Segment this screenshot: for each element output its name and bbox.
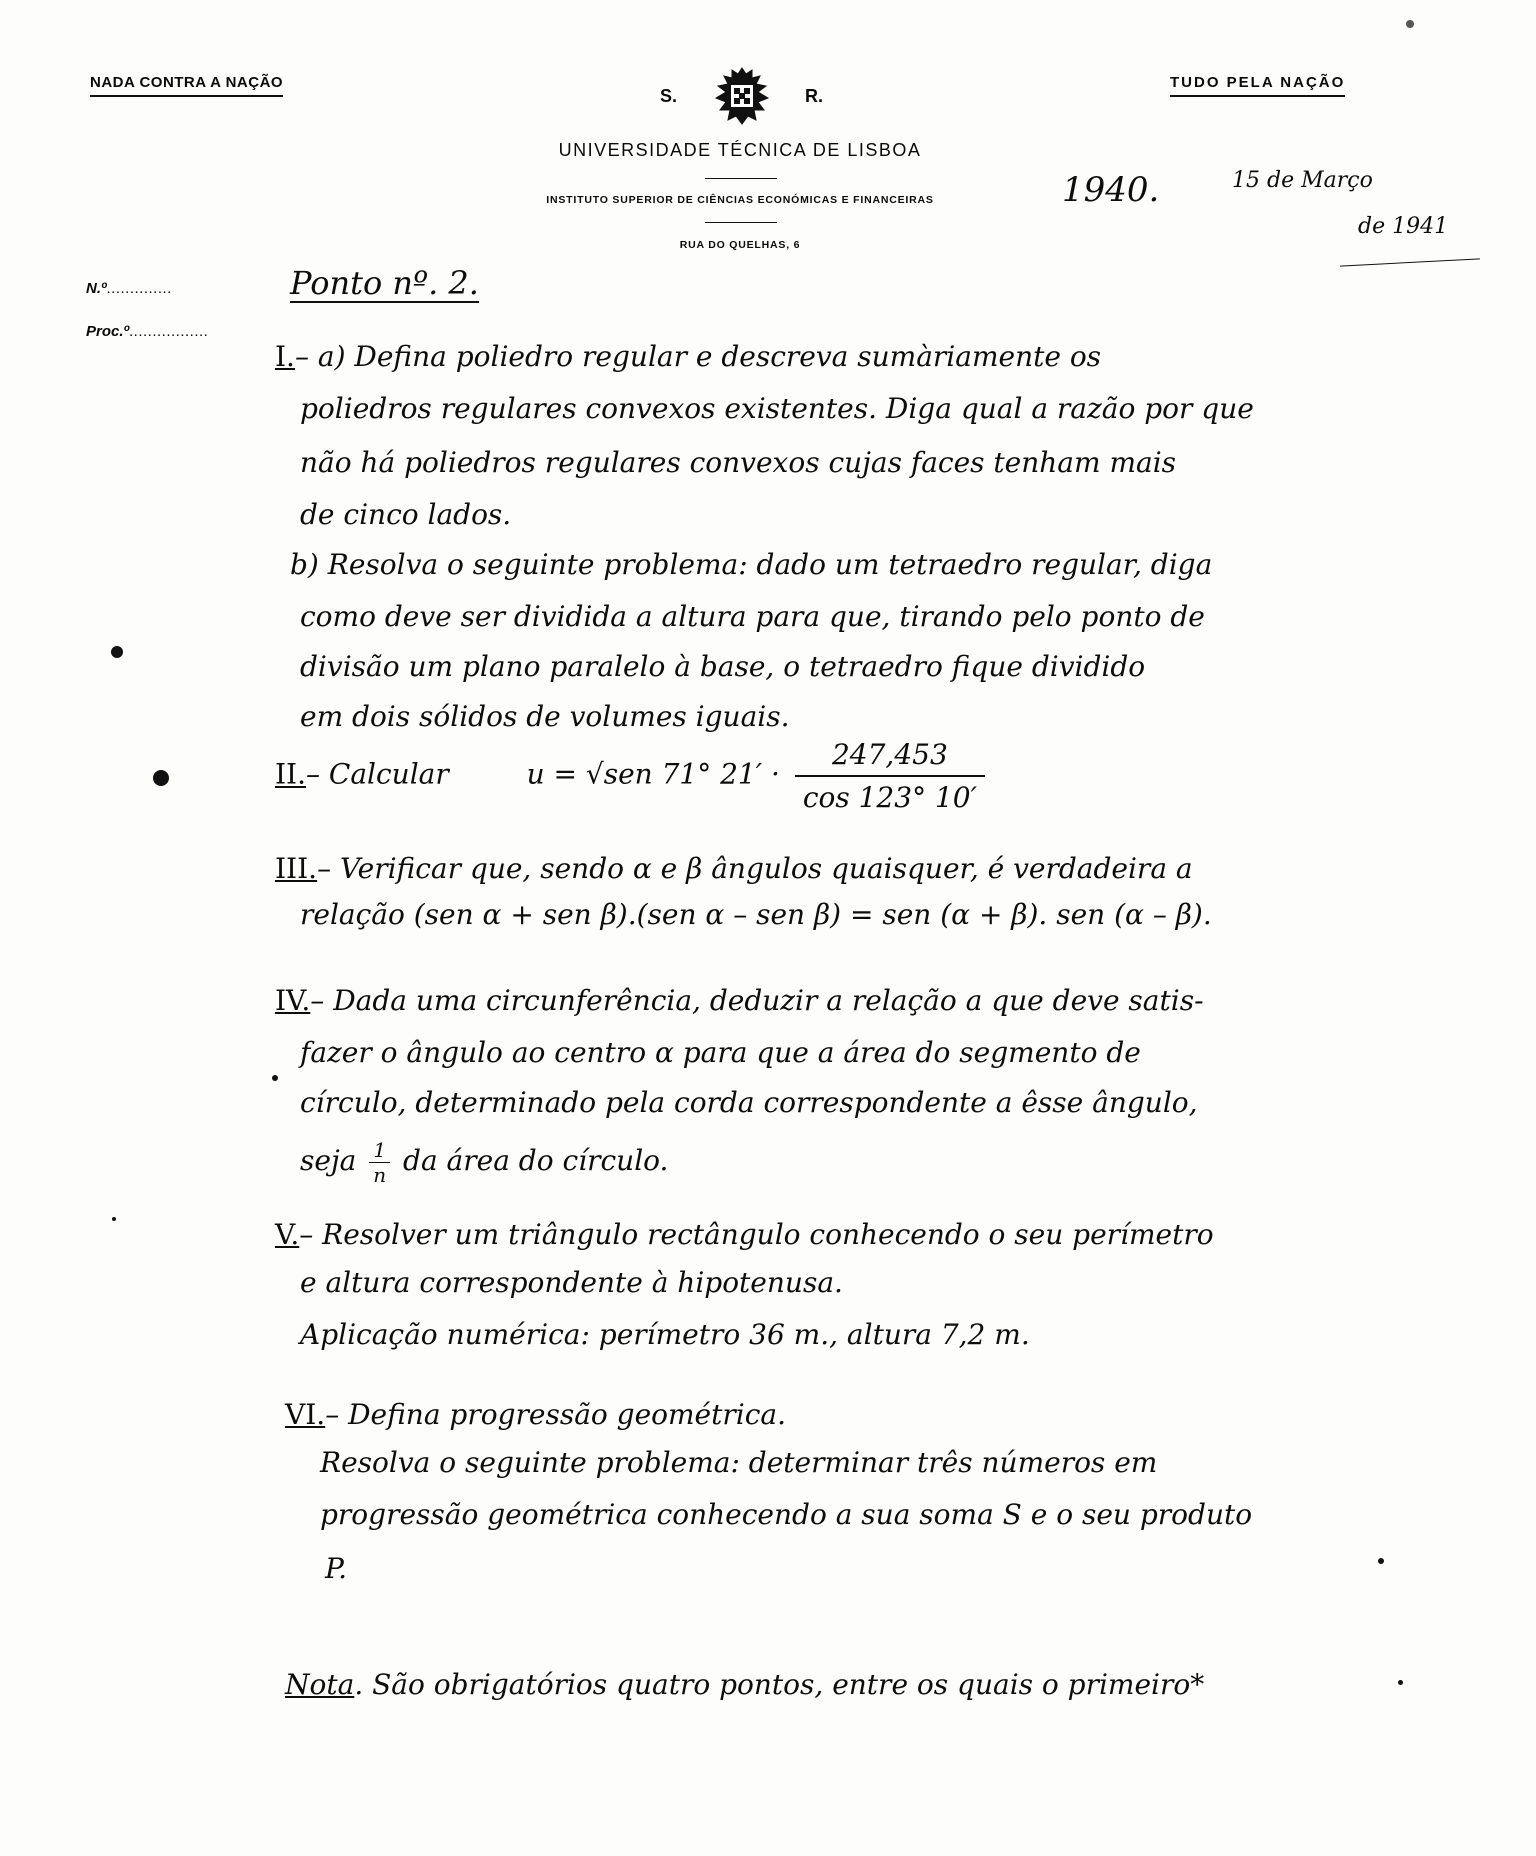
question-6-text-1: – Defina progressão geométrica.: [325, 1398, 786, 1431]
question-1-line-6: como deve ser dividida a altura para que, tirando pelo ponto de: [300, 600, 1205, 633]
question-1-line-7: divisão um plano paralelo à base, o tetraedro fique dividido: [300, 650, 1146, 683]
number-field: [86, 280, 172, 297]
number-label: N.º: [86, 280, 107, 297]
question-1-line-4: de cinco lados.: [300, 498, 512, 531]
letter-r: R.: [805, 86, 823, 106]
question-5-line-1: [275, 1218, 1214, 1251]
scan-speck: [272, 1075, 278, 1081]
question-4-line-4: [300, 1138, 668, 1187]
question-5-line-2: e altura correspondente à hipotenusa.: [300, 1266, 843, 1299]
handwritten-year-2: de 1941: [1358, 214, 1449, 239]
handwritten-year: 1940.: [1062, 170, 1160, 210]
roman-numeral-5: V.: [275, 1218, 300, 1251]
question-1-line-8: em dois sólidos de volumes iguais.: [300, 700, 790, 733]
nota-label: Nota: [285, 1668, 355, 1701]
university-name: UNIVERSIDADE TÉCNICA DE LISBOA: [558, 140, 922, 160]
number-dots: ..............: [106, 280, 172, 297]
question-2: [275, 738, 985, 814]
scan-speck: [111, 646, 123, 658]
process-field: [86, 323, 208, 340]
question-2-denominator: cos 123° 10′: [802, 781, 977, 814]
question-4-suffix: da área do círculo.: [403, 1144, 669, 1177]
question-1-line-1: [275, 340, 1101, 373]
question-4-text-1: – Dada uma circunferência, deduzir a relação a que deve satis-: [310, 984, 1204, 1017]
question-3-text-1: – Verificar que, sendo α e β ângulos quaisquer, é verdadeira a: [317, 852, 1193, 885]
question-5-text-1: – Resolver um triângulo rectângulo conhecendo o seu perímetro: [299, 1218, 1214, 1251]
date-underline: [1340, 258, 1480, 266]
nota-text: . São obrigatórios quatro pontos, entre os quais o primeiro*: [354, 1668, 1205, 1701]
motto-right: TUDO PELA NAÇÃO: [1170, 74, 1345, 97]
university-crest-icon: [700, 64, 784, 128]
handwritten-day-month: 15 de Março: [1232, 168, 1373, 193]
scan-speck: [153, 770, 169, 786]
question-1-line-2: poliedros regulares convexos existentes. Diga qual a razão por que: [300, 392, 1254, 425]
process-label: Proc.º: [86, 323, 129, 340]
street-address: RUA DO QUELHAS, 6: [679, 239, 801, 251]
question-1-text-1: – a) Defina poliedro regular e descreva sumàriamente os: [294, 340, 1102, 373]
ponto-heading: Ponto nº. 2.: [290, 264, 479, 302]
question-5-line-3: Aplicação numérica: perímetro 36 m., altura 7,2 m.: [300, 1318, 1030, 1351]
divider: [705, 222, 777, 223]
scan-speck: [112, 1217, 116, 1221]
question-1-line-3: não há poliedros regulares convexos cujas faces tenham mais: [300, 446, 1177, 479]
question-2-text: – Calcular: [306, 757, 449, 791]
divider: [705, 178, 777, 179]
roman-numeral-3: III.: [275, 852, 318, 885]
motto-left: NADA CONTRA A NAÇÃO: [90, 74, 283, 97]
question-6-line-2: Resolva o seguinte problema: determinar três números em: [320, 1446, 1158, 1479]
question-4-line-3: círculo, determinado pela corda correspondente a êsse ângulo,: [300, 1086, 1198, 1119]
question-6-line-4: P.: [325, 1552, 348, 1585]
question-2-numerator: 247,453: [795, 738, 985, 777]
question-4-line-2: fazer o ângulo ao centro α para que a área do segmento de: [300, 1036, 1141, 1069]
question-3-line-2: relação (sen α + sen β).(sen α – sen β) = sen (α + β). sen (α – β).: [300, 898, 1212, 931]
question-4-frac-num: 1: [369, 1138, 390, 1163]
scan-speck: [1406, 20, 1414, 28]
question-2-fraction: [795, 738, 985, 814]
roman-numeral-1: I.: [275, 340, 295, 373]
question-2-formula-lhs: u = √sen 71° 21′ ·: [526, 757, 780, 791]
institute-name: INSTITUTO SUPERIOR DE CIÊNCIAS ECONÓMICAS E FINANCEIRAS: [546, 194, 934, 206]
question-6-line-1: [285, 1398, 786, 1431]
roman-numeral-6: VI.: [285, 1398, 326, 1431]
scan-speck: [1398, 1680, 1403, 1685]
question-3-line-1: [275, 852, 1193, 885]
question-4-seja: seja: [300, 1144, 357, 1177]
question-4-line-1: [275, 984, 1204, 1017]
nota-line: [285, 1668, 1204, 1701]
roman-numeral-2: II.: [275, 757, 307, 791]
scan-speck: [1378, 1558, 1384, 1564]
question-4-fraction: [369, 1138, 390, 1187]
question-6-line-3: progressão geométrica conhecendo a sua soma S e o seu produto: [320, 1498, 1253, 1531]
question-1-line-5: b) Resolva o seguinte problema: dado um tetraedro regular, diga: [290, 548, 1213, 581]
process-dots: .................: [129, 323, 209, 340]
question-4-frac-den: n: [373, 1163, 387, 1187]
letter-s: S.: [660, 86, 678, 106]
roman-numeral-4: IV.: [275, 984, 311, 1017]
